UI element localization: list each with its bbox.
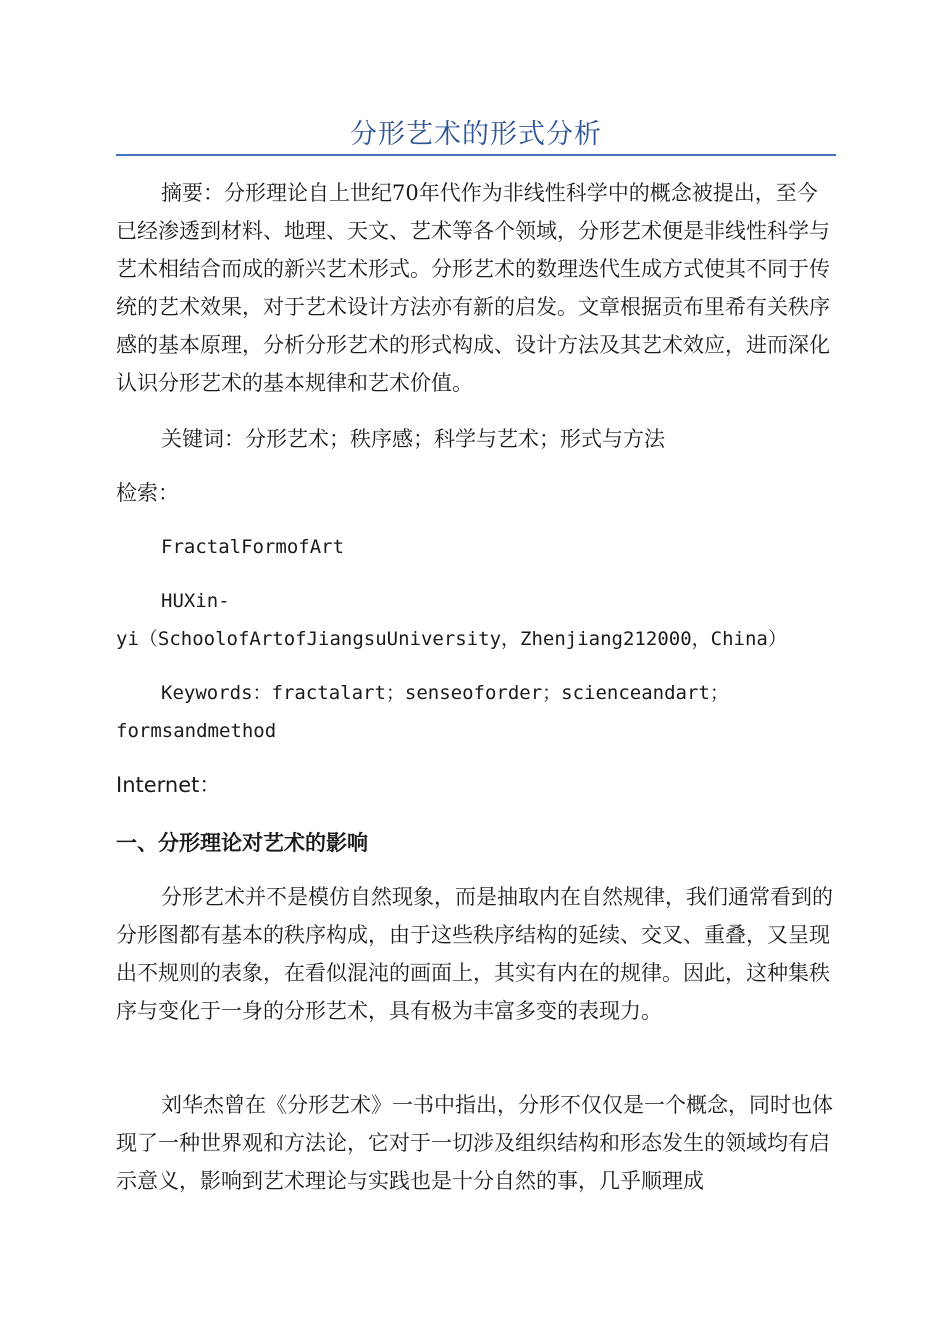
search-label: 检索：	[116, 481, 179, 505]
body-paragraph-2: 刘华杰曾在《分形艺术》一书中指出，分形不仅仅是一个概念，同时也体现了一种世界观和方法论，它对于一切涉及组织结构和形态发生的领域均有启示意义，影响到艺术理论与实践也是十分自然的事，几乎顺理成	[116, 1093, 833, 1193]
author-line-2: yi（SchoolofArtofJiangsuUniversity，Zhenjiang212000，China）	[116, 628, 787, 650]
author-line-1: HUXin-	[161, 590, 230, 612]
abstract-paragraph: 摘要：分形理论自上世纪70年代作为非线性科学中的概念被提出，至今已经渗透到材料、地理、天文、艺术等各个领域，分形艺术便是非线性科学与艺术相结合而成的新兴艺术形式。分形艺术的数理迭代生成方式使其不同于传统的艺术效果，对于艺术设计方法亦有新的启发。文章根据贡布里希有关秩序感的基本原理，分析分形艺术的形式构成、设计方法及其艺术效应，进而深化认识分形艺术的基本规律和艺术价值。	[116, 181, 830, 395]
body-paragraph-1: 分形艺术并不是模仿自然现象，而是抽取内在自然规律，我们通常看到的分形图都有基本的秩序构成，由于这些秩序结构的延续、交叉、重叠，又呈现出不规则的表象，在看似混沌的画面上，其实有内在的规律。因此，这种集秩序与变化于一身的分形艺术，具有极为丰富多变的表现力。	[116, 885, 833, 1023]
title-underline	[116, 154, 836, 156]
english-title: FractalFormofArt	[161, 536, 345, 558]
page-title: 分形艺术的形式分析	[350, 119, 602, 150]
internet-label: Internet：	[116, 773, 221, 797]
section-heading: 一、分形理论对艺术的影响	[116, 831, 368, 855]
keywords-cn: 关键词：分形艺术；秩序感；科学与艺术；形式与方法	[161, 427, 665, 451]
keywords-en-line-2: formsandmethod	[116, 720, 277, 742]
keywords-en-line-1: Keywords：fractalart；senseoforder；scienceandart；	[161, 682, 729, 704]
